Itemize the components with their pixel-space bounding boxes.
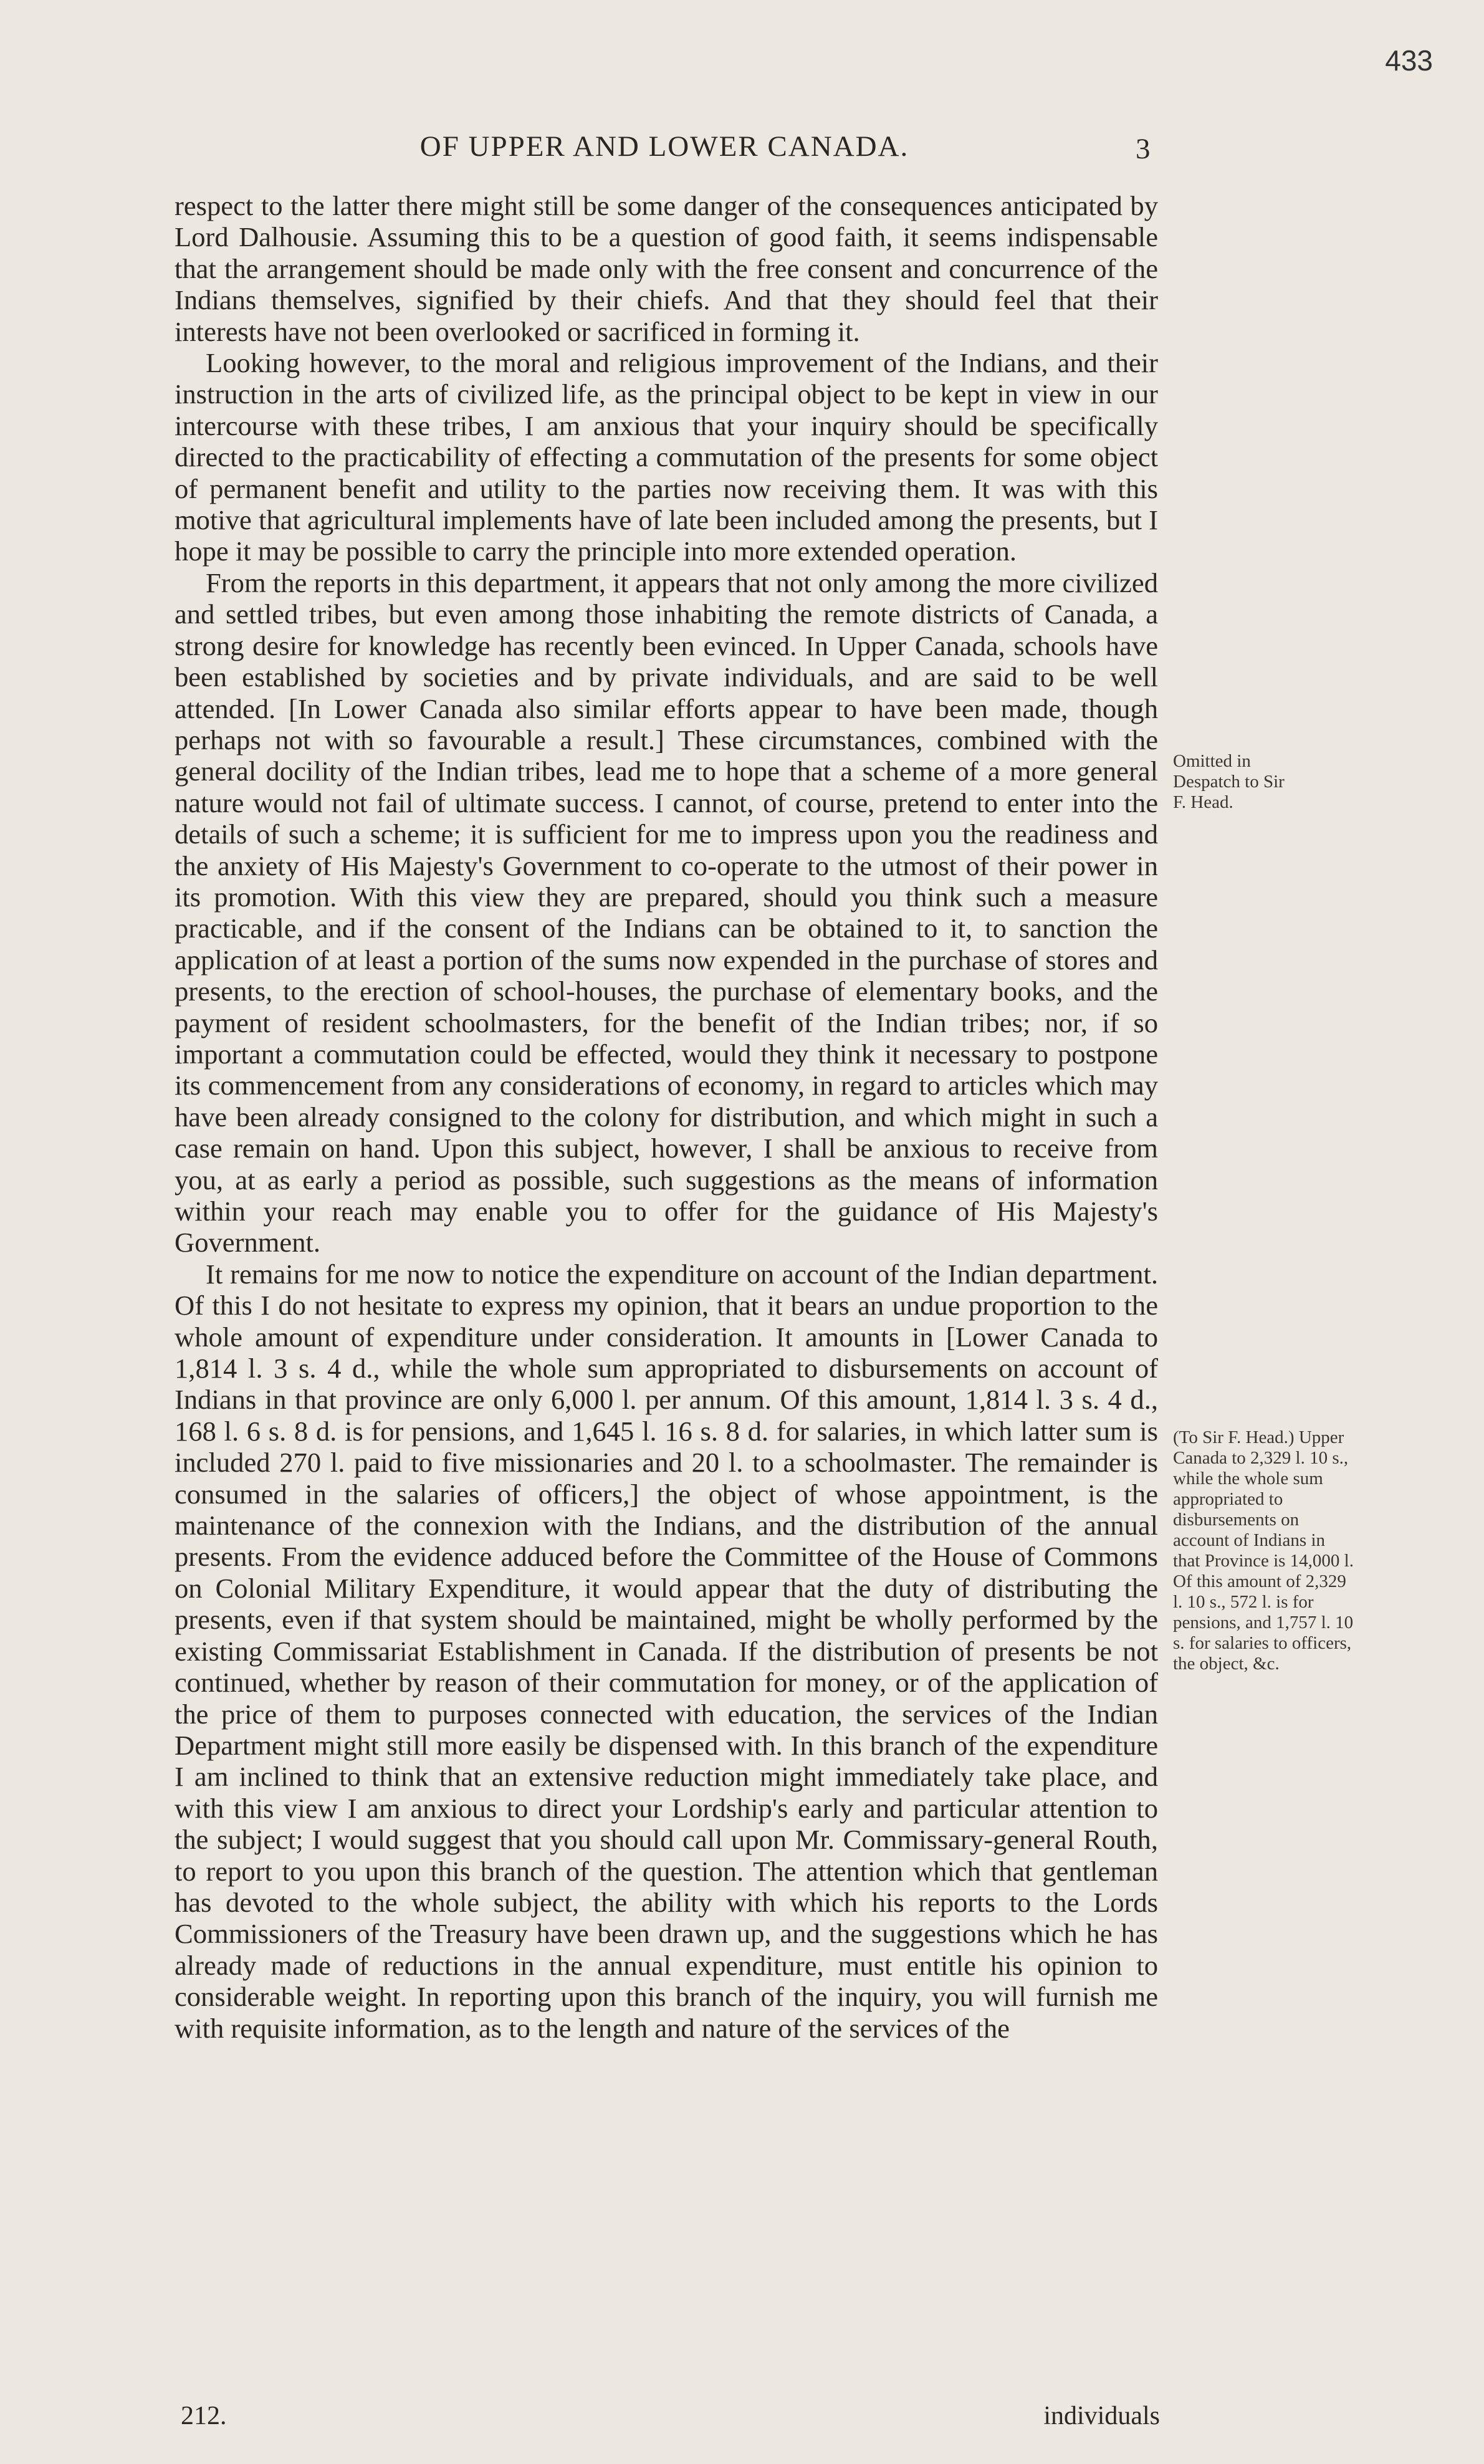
- body-text: [175, 190, 1158, 2044]
- running-head: OF UPPER AND LOWER CANADA.: [419, 130, 909, 163]
- paragraph-3: From the reports in this department, it appears that not only among the more civilized and settled tribes, but even among those inhabiting the remote districts of Canada, a strong desire for knowledge has recently been evinced. In Upper Canada, schools have been established by societies and by private individuals, and are said to be well attended. [In Lower Canada also similar efforts appear to have been made, though perhaps not with so favourable a result.] These circumstances, combined with the general docility of the Indian tribes, lead me to hope that a scheme of a more general nature would not fail of ultimate success. I cannot, of course, pretend to enter into the details of such a scheme; it is sufficient for me to impress upon you the readiness and the anxiety of His Majesty's Government to co-operate to the utmost of their power in its promotion. With this view they are prepared, should you think such a measure practicable, and if the consent of the Indians can be obtained to it, to sanction the application of at least a portion of the sums now expended in the purchase of stores and presents, to the erection of school-houses, the purchase of elementary books, and the payment of resident schoolmasters, for the benefit of the Indian tribes; nor, if so important a commutation could be effected, would they think it necessary to postpone its commencement from any considerations of economy, in regard to articles which may have been already consigned to the colony for distribution, and which might in such a case remain on hand. Upon this subject, however, I shall be anxious to receive from you, at as early a period as possible, such suggestions as the means of information within your reach may enable you to offer for the guidance of His Majesty's Government.: [175, 567, 1158, 1258]
- page-number: 433: [1385, 44, 1433, 77]
- paragraph-4: It remains for me now to notice the expenditure on account of the Indian department. Of this I do not hesitate to express my opinion, that it bears an undue proportion to the whole amount of expenditure under consideration. It amounts in [Lower Canada to 1,814 l. 3 s. 4 d., while the whole sum appropriated to disbursements on account of Indians in that province are only 6,000 l. per annum. Of this amount, 1,814 l. 3 s. 4 d., 168 l. 6 s. 8 d. is for pensions, and 1,645 l. 16 s. 8 d. for salaries, in which latter sum is included 270 l. paid to five missionaries and 20 l. to a schoolmaster. The remainder is consumed in the salaries of officers,] the object of whose appointment, is the maintenance of the connexion with the Indians, and the distribution of the annual presents. From the evidence adduced before the Committee of the House of Commons on Colonial Military Expenditure, it would appear that the duty of distributing the presents, even if that system should be maintained, might be wholly performed by the existing Commissariat Establishment in Canada. If the distribution of presents be not continued, whether by reason of their commutation for money, or of the application of the price of them to purposes connected with education, the services of the Indian Department might still more easily be dispensed with. In this branch of the expenditure I am inclined to think that an extensive reduction might immediately take place, and with this view I am anxious to direct your Lordship's early and particular attention to the subject; I would suggest that you should call upon Mr. Commissary-general Routh, to report to you upon this branch of the question. The attention which that gentleman has devoted to the whole subject, the ability with which his reports to the Lords Commissioners of the Treasury have been drawn up, and the suggestions which he has already made of reductions in the annual expenditure, must entitle his opinion to considerable weight. In reporting upon this branch of the inquiry, you will furnish me with requisite information, as to the length and nature of the services of the: [175, 1258, 1158, 2044]
- margin-note-sir-f-head: (To Sir F. Head.) Upper Canada to 2,329 l. 10 s., while the whole sum appropriated to disbursements on account of Indians in that Province is 14,000 l. Of this amount of 2,329 l. 10 s., 572 l. is for pensions, and 1,757 l. 10 s. for salaries to officers, the object, &c.: [1173, 1427, 1354, 1674]
- signature-mark: 212.: [181, 2402, 227, 2430]
- paragraph-2: Looking however, to the moral and religious improvement of the Indians, and their instruction in the arts of civilized life, as the principal object to be kept in view in our intercourse with these tribes, I am anxious that your inquiry should be specifically directed to the practicability of effecting a commutation of the presents for some object of permanent benefit and utility to the parties now receiving them. It was with this motive that agricultural implements have of late been included among the presents, but I hope it may be possible to carry the principle into more extended operation.: [175, 347, 1158, 567]
- folio-number: 3: [1136, 133, 1151, 165]
- catchword: individuals: [1043, 2402, 1160, 2430]
- paragraph-1: respect to the latter there might still be some danger of the consequences anticipated by Lord Dalhousie. Assuming this to be a question of good faith, it seems indispensable that the arrangement should be made only with the free consent and concurrence of the Indians themselves, signified by their chiefs. And that they should feel that their interests have not been overlooked or sacrificed in forming it.: [175, 190, 1158, 347]
- margin-note-omitted: Omitted in Despatch to Sir F. Head.: [1173, 751, 1285, 812]
